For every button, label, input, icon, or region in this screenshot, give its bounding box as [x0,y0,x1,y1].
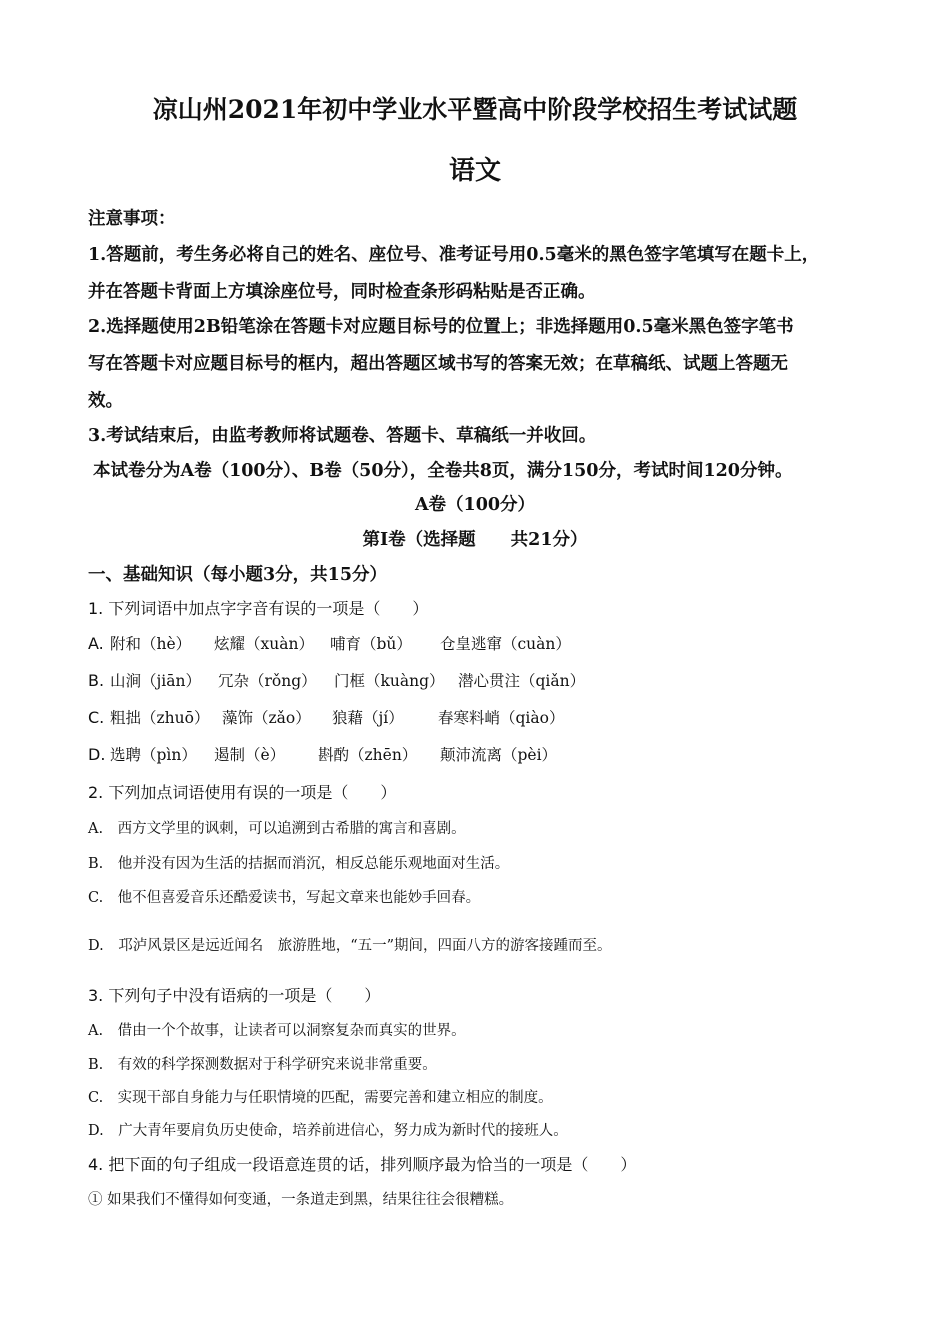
notes-line-6: 3.考试结束后，由监考教师将试题卷、答题卡、草稿纸一并收回。 [88,426,597,446]
q1-d-item-4: 颠沛流离（pèi） [440,746,558,764]
q1-b-item-2: 冗杂（rǒng） [218,672,317,690]
q1-b-item-1: 山涧（jiān） [110,672,201,690]
q3-option-d: D. 广大青年要肩负历史使命，培养前进信心，努力成为新时代的接班人。 [88,1123,568,1139]
notes-line-1: 1.答题前，考生务必将自己的姓名、座位号、准考证号用0.5毫米的黑色签字笔填写在题卡上， [88,245,820,265]
q1-option-c [88,706,564,728]
q3-option-c: C. 实现干部自身能力与任职情境的匹配，需要完善和建立相应的制度。 [88,1090,553,1106]
notes-line-4: 写在答题卡对应题目标号的框内，超出答题区域书写的答案无效；在草稿纸、试题上答题无 [88,354,788,374]
option-letter: D. [88,745,106,764]
notes-heading: 注意事项： [88,209,176,229]
q1-b-item-4: 潜心贯注（qiǎn） [458,672,586,690]
q2-option-b: B. 他并没有因为生活的拮据而消沉，相反总能乐观地面对生活。 [88,856,510,872]
option-letter: B. [88,671,105,690]
exam-title: 凉山州2021年初中学业水平暨高中阶段学校招生考试试题 [152,95,798,124]
q1-a-item-4: 仓皇逃窜（cuàn） [440,635,571,653]
q1-d-item-2: 遏制（è） [214,746,286,764]
q2-option-a: A. 西方文学里的讽刺，可以追溯到古希腊的寓言和喜剧。 [88,821,466,837]
q1-option-a [88,632,571,654]
q1-option-b [88,669,585,691]
q1-b-item-3: 门框（kuàng） [334,672,445,690]
q1-c-item-3: 狼藉（jí） [332,709,404,727]
q3-option-b: B. 有效的科学探测数据对于科学研究来说非常重要。 [88,1057,437,1073]
q1-c-item-2: 藻饰（zǎo） [222,709,311,727]
option-letter: A. [88,634,104,653]
q1-stem: 1. 下列词语中加点字字音有误的一项是（ ） [88,599,429,618]
q3-stem: 3. 下列句子中没有语病的一项是（ ） [88,986,381,1005]
subject-title: 语文 [448,156,501,186]
q2-option-c: C. 他不但喜爱音乐还酷爱读书，写起文章来也能妙手回春。 [88,890,481,906]
q1-c-item-1: 粗拙（zhuō） [110,709,210,727]
q1-d-item-1: 选聘（pìn） [110,746,197,764]
q1-option-d [88,743,557,765]
q3-option-a: A. 借由一个个故事，让读者可以洞察复杂而真实的世界。 [88,1023,466,1039]
q2-stem: 2. 下列加点词语使用有误的一项是（ ） [88,783,397,802]
q1-c-item-4: 春寒料峭（qiào） [438,709,565,727]
notes-line-5: 效。 [88,391,123,411]
q1-a-item-1: 附和（hè） [110,635,192,653]
a-volume-heading: A卷（100分） [414,495,536,515]
q4-sentence-1: ① 如果我们不懂得如何变通，一条道走到黑，结果往往会很糟糕。 [88,1192,514,1208]
notes-line-7: 本试卷分为A卷（100分）、B卷（50分），全卷共8页，满分150分，考试时间120分钟。 [93,461,793,481]
q1-a-item-2: 炫耀（xuàn） [214,635,314,653]
q1-d-item-3: 斟酌（zhēn） [318,746,418,764]
q4-stem: 4. 把下面的句子组成一段语意连贯的话，排列顺序最为恰当的一项是（ ） [88,1155,637,1174]
option-letter: C. [88,708,105,727]
notes-line-2: 并在答题卡背面上方填涂座位号，同时检查条形码粘贴是否正确。 [88,282,596,302]
notes-line-3: 2.选择题使用2B铅笔涂在答题卡对应题目标号的位置上；非选择题用0.5毫米黑色签字笔书 [88,317,794,337]
basic-knowledge-heading: 一、基础知识（每小题3分，共15分） [88,565,388,585]
part1-heading: 第Ⅰ卷（选择题 共21分） [362,530,588,550]
q1-a-item-3: 哺育（bǔ） [330,635,412,653]
q2-option-d: D. 邛泸风景区是远近闻名 旅游胜地，“五一”期间，四面八方的游客接踵而至。 [88,938,612,954]
